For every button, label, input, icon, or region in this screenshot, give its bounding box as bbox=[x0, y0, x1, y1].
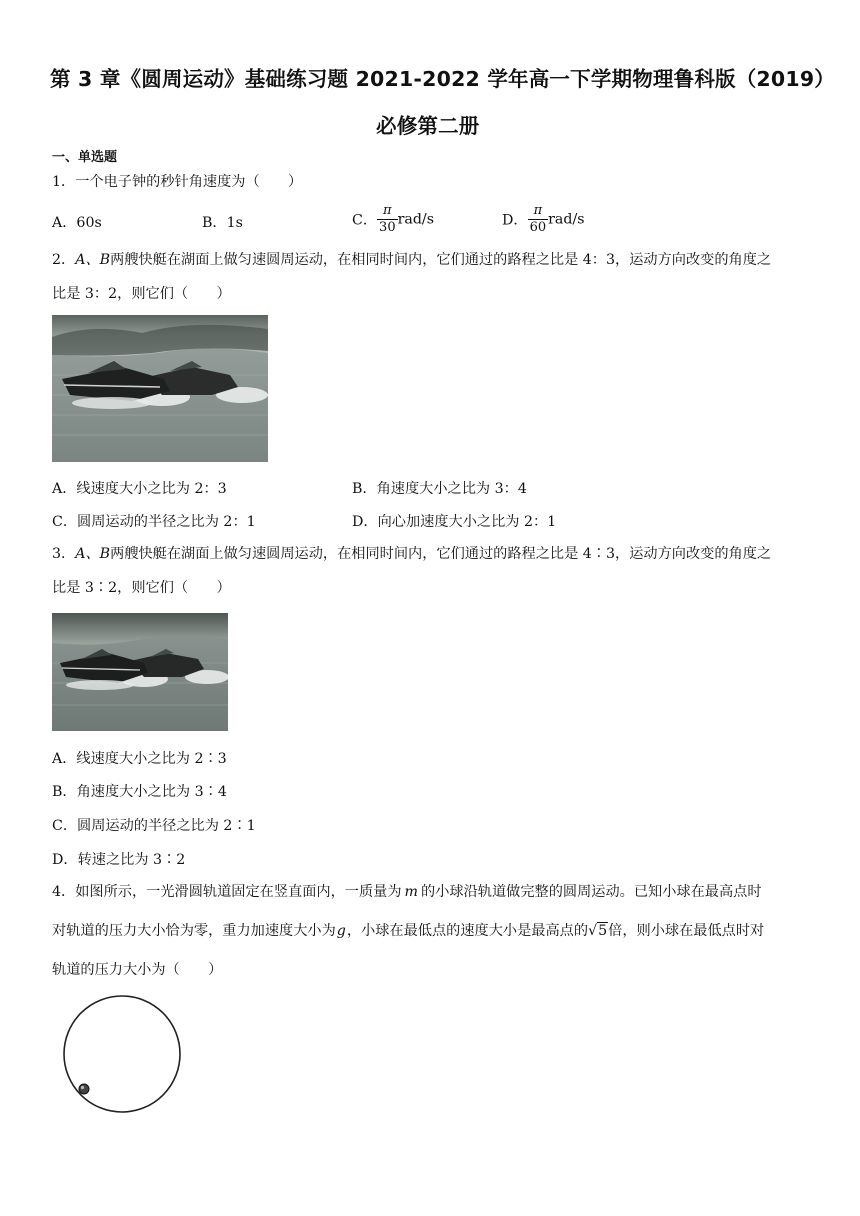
q1-option-c-label: C． bbox=[352, 212, 378, 229]
q1-option-a: A．60s bbox=[52, 215, 102, 231]
q1-option-c-unit: rad/s bbox=[397, 211, 434, 228]
q1-option-c-fraction bbox=[377, 203, 398, 236]
q3-stem-line2: 比是 3∶2，则它们（ ） bbox=[52, 580, 231, 596]
q1-option-b: B．1s bbox=[202, 215, 243, 231]
q4-text-e: 倍，则小球在最低点时对 bbox=[608, 923, 765, 939]
q1-option-d-unit: rad/s bbox=[548, 211, 585, 228]
q4-text-d: ，小球在最低点的速度大小是最高点的 bbox=[346, 923, 589, 939]
q2-stem-text: 两艘快艇在湖面上做匀速圆周运动，在相同时间内，它们通过的路程之比是 4：3，运动方向改变的角度之 bbox=[110, 252, 772, 268]
q4-sqrt: √5 bbox=[588, 923, 608, 939]
q1-option-c-denominator: 30 bbox=[379, 220, 396, 235]
q2-option-d: D．向心加速度大小之比为 2：1 bbox=[352, 514, 557, 530]
q4-stem-line3: 轨道的压力大小为（ ） bbox=[52, 962, 223, 978]
q3-stem-line1 bbox=[52, 544, 771, 564]
speedboat-image bbox=[52, 315, 268, 462]
q1-option-d-numerator: π bbox=[528, 203, 549, 220]
q2-stem-line2: 比是 3：2，则它们（ ） bbox=[52, 286, 231, 302]
q1-option-d-denominator: 60 bbox=[529, 220, 547, 235]
q1-option-d-label: D． bbox=[502, 212, 528, 229]
q2-number: 2． bbox=[52, 252, 76, 268]
q2-speedboat-photo bbox=[52, 315, 268, 462]
page-title-line2: 必修第二册 bbox=[376, 114, 480, 138]
q2-vars: A、B bbox=[75, 252, 111, 268]
page-title-line1: 第 3 章《圆周运动》基础练习题 2021-2022 学年高一下学期物理鲁科版（2019） bbox=[50, 67, 835, 91]
q1-option-d bbox=[502, 203, 585, 236]
q1-option-d-fraction bbox=[528, 203, 549, 236]
q4-mass-var: m bbox=[404, 884, 418, 900]
q4-sqrt-radicand: 5 bbox=[598, 923, 608, 939]
q3-speedboat-photo bbox=[52, 613, 228, 731]
ball bbox=[79, 1084, 89, 1094]
q1-stem: 1．一个电子钟的秒针角速度为（ ） bbox=[52, 174, 303, 190]
q2-option-a: A．线速度大小之比为 2：3 bbox=[52, 481, 227, 497]
q2-option-b: B．角速度大小之比为 3：4 bbox=[352, 481, 527, 497]
q3-option-c: C．圆周运动的半径之比为 2∶1 bbox=[52, 818, 256, 834]
q4-stem-line1 bbox=[52, 882, 762, 902]
q4-text-b: 的小球沿轨道做完整的圆周运动。已知小球在最高点时 bbox=[421, 884, 762, 900]
q3-stem-text: 两艘快艇在湖面上做匀速圆周运动，在相同时间内，它们通过的路程之比是 4∶3，运动方向改变的角度之 bbox=[110, 546, 772, 562]
q2-stem-line1 bbox=[52, 250, 771, 270]
q3-number: 3． bbox=[52, 546, 76, 562]
q3-option-a: A．线速度大小之比为 2∶3 bbox=[52, 751, 227, 767]
q3-vars: A、B bbox=[75, 546, 111, 562]
q4-text-a: 4．如图所示，一光滑圆轨道固定在竖直面内，一质量为 bbox=[52, 884, 402, 900]
section-heading: 一、单选题 bbox=[52, 150, 118, 165]
speedboat-image-small bbox=[52, 613, 228, 731]
q4-circle-track-diagram bbox=[58, 995, 188, 1115]
q1-option-c-numerator: π bbox=[377, 203, 398, 220]
q2-option-c: C．圆周运动的半径之比为 2：1 bbox=[52, 514, 256, 530]
circular-track bbox=[64, 996, 180, 1112]
q3-option-d: D．转速之比为 3∶2 bbox=[52, 852, 186, 868]
q4-stem-line2 bbox=[52, 921, 764, 941]
q1-option-c bbox=[352, 203, 434, 236]
q4-gravity-var: g bbox=[336, 923, 346, 939]
q4-text-c: 对轨道的压力大小恰为零，重力加速度大小为 bbox=[52, 923, 336, 939]
q3-option-b: B．角速度大小之比为 3∶4 bbox=[52, 784, 227, 800]
